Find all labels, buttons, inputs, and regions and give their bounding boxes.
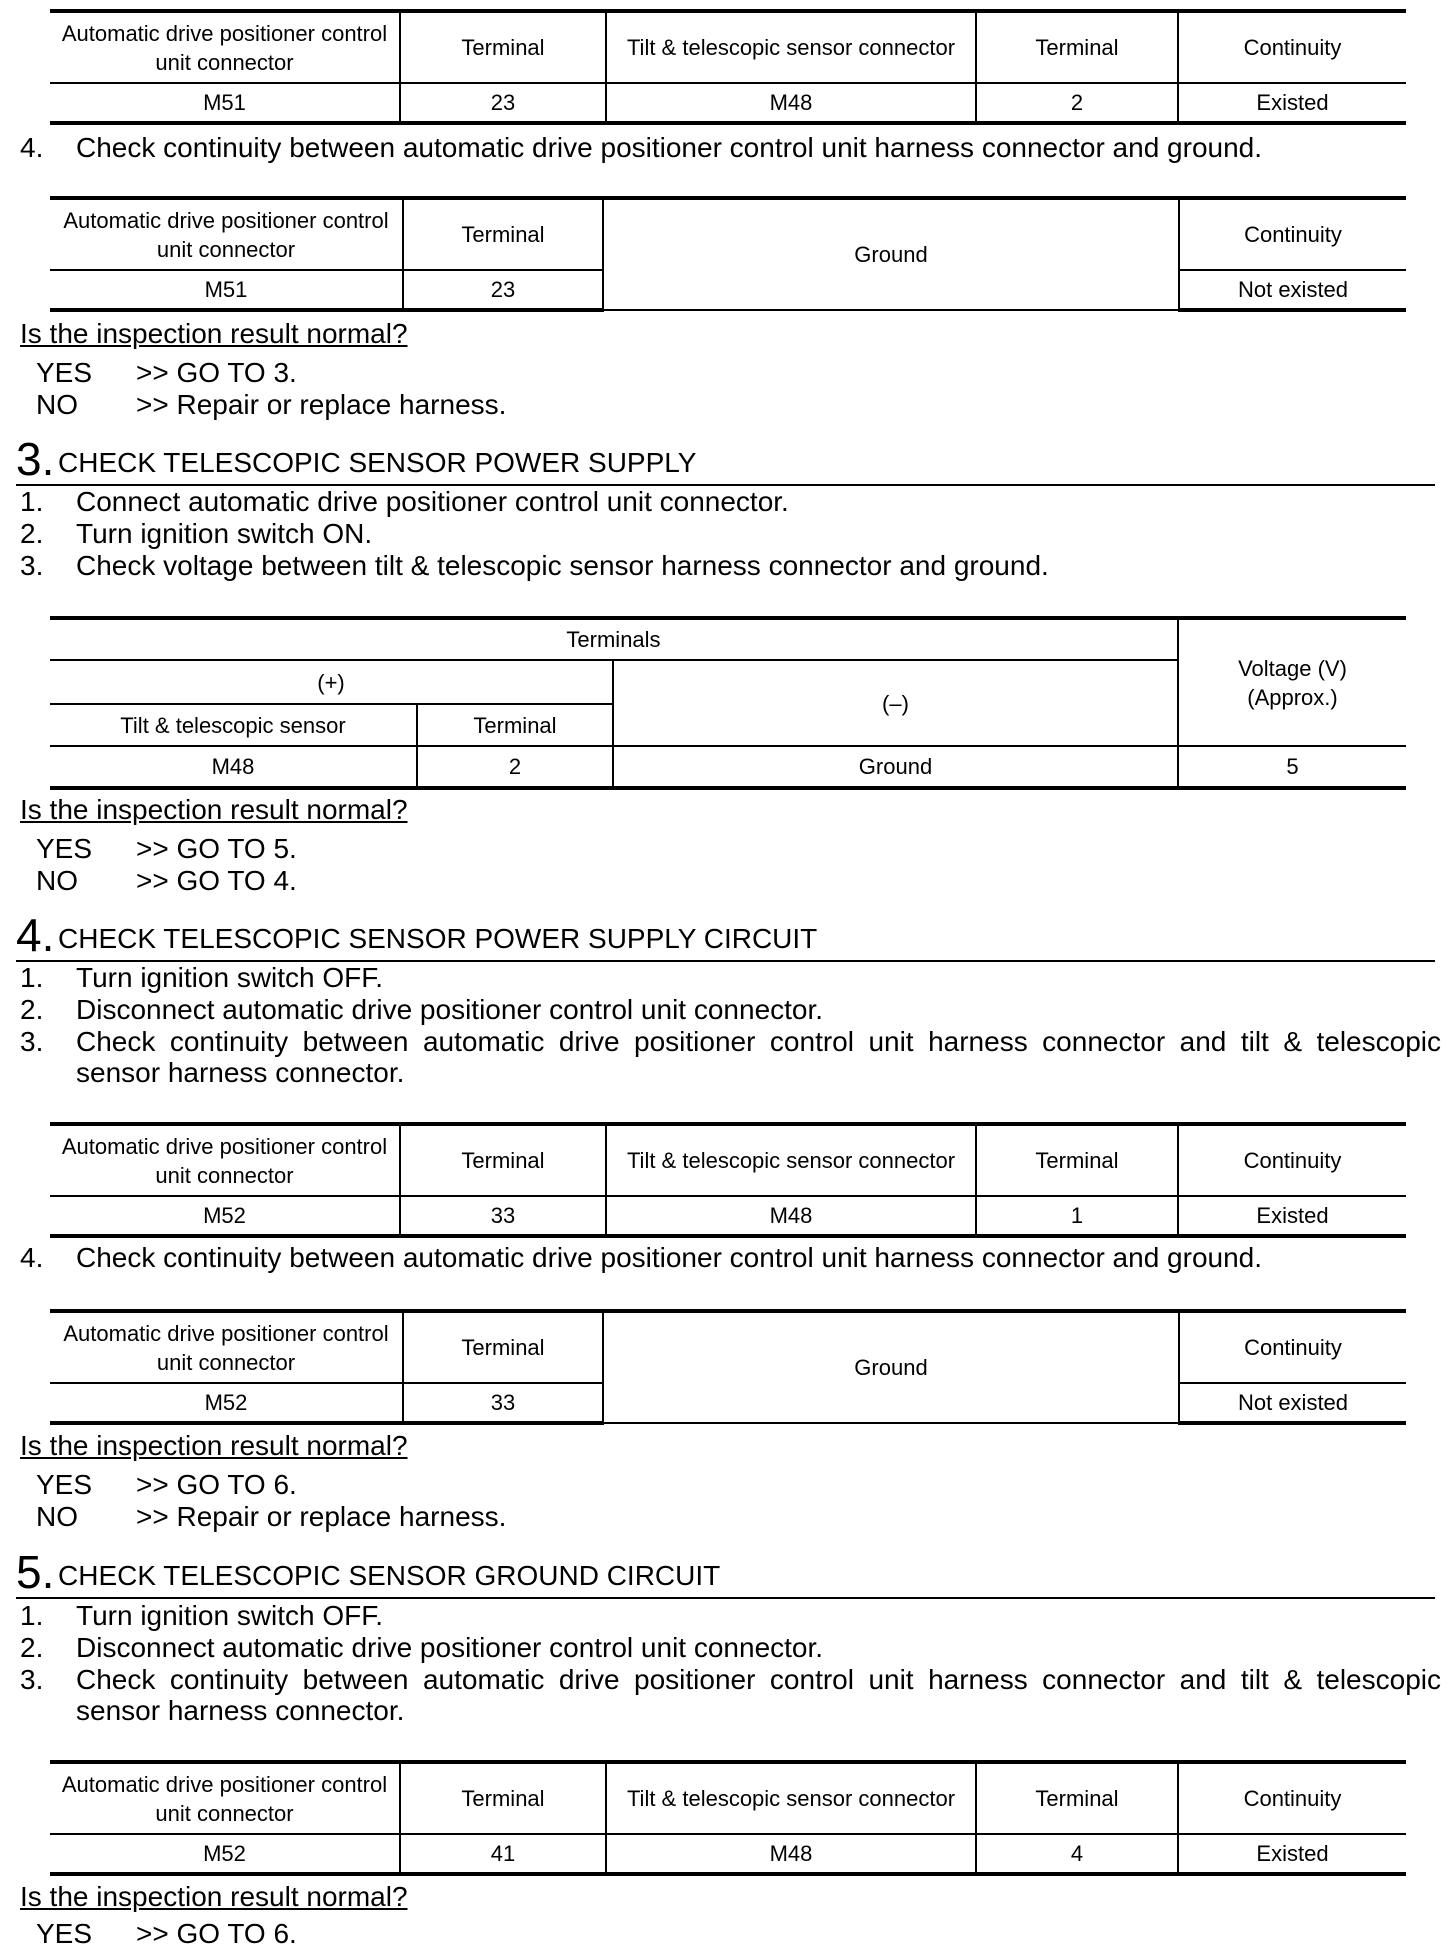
table-cell: M52	[50, 1383, 403, 1423]
col-header-continuity: Continuity	[1179, 1311, 1406, 1383]
section-heading-4	[16, 909, 1435, 962]
table-cell: M51	[50, 83, 400, 123]
approx-label: (Approx.)	[1247, 684, 1338, 710]
voltage-label: Voltage (V)	[1238, 655, 1347, 681]
step-text: Disconnect automatic drive positioner control unit connector.	[76, 994, 824, 1025]
answer-no	[36, 389, 506, 421]
step-text: Turn ignition switch ON.	[76, 518, 373, 549]
col-header-terminal: Terminal	[417, 704, 613, 746]
ground-cell: Ground	[603, 1311, 1179, 1423]
table-cell: M48	[606, 1834, 976, 1874]
no-label: NO	[36, 389, 78, 420]
voltage-header	[1178, 618, 1406, 746]
table-cell: 4	[976, 1834, 1178, 1874]
table-cell: Existed	[1178, 83, 1406, 123]
step-text: Check continuity between automatic drive positioner control unit harness connector and tilt & telescopic sensor harness connector.	[76, 1026, 1441, 1088]
col-header-terminal: Terminal	[976, 11, 1178, 83]
step-text: Disconnect automatic drive positioner control unit connector.	[76, 1632, 824, 1663]
yes-action: >> GO TO 3.	[136, 357, 297, 388]
section-title: CHECK TELESCOPIC SENSOR GROUND CIRCUIT	[58, 1560, 721, 1591]
inspection-question: Is the inspection result normal?	[20, 794, 408, 825]
step-text: Turn ignition switch OFF.	[76, 1600, 384, 1631]
step-number: 4.	[20, 132, 44, 163]
step-text: Check continuity between automatic drive positioner control unit harness connector and tilt & telescopic sensor harness connector.	[76, 1664, 1441, 1726]
minus-header: (–)	[613, 660, 1178, 746]
yes-action: >> GO TO 6.	[136, 1469, 297, 1500]
step-number: 3.	[20, 1026, 44, 1057]
step-number: 4.	[20, 1242, 44, 1273]
step-number: 2.	[20, 518, 44, 549]
step-number: 3.	[20, 550, 44, 581]
table-cell: M52	[50, 1196, 400, 1236]
section-heading-5	[16, 1546, 1435, 1599]
table-cell: 2	[417, 746, 613, 788]
answer-yes	[36, 833, 297, 865]
table-cell: 5	[1178, 746, 1406, 788]
table-cell: 1	[976, 1196, 1178, 1236]
col-header-sensor: Tilt & telescopic sensor	[50, 704, 417, 746]
col-header-sensor-connector: Tilt & telescopic sensor connector	[606, 11, 976, 83]
col-header-sensor-connector: Tilt & telescopic sensor connector	[606, 1762, 976, 1834]
answer-yes	[36, 1469, 297, 1501]
inspection-question: Is the inspection result normal?	[20, 318, 408, 349]
step-text: Check voltage between tilt & telescopic sensor harness connector and ground.	[76, 550, 1049, 581]
table-cell: Not existed	[1179, 270, 1406, 310]
col-header-terminal: Terminal	[400, 1124, 606, 1196]
yes-action: >> GO TO 6.	[136, 1918, 297, 1949]
ground-table-m51	[50, 196, 1406, 312]
continuity-table-m52-m48-33	[50, 1122, 1406, 1238]
col-header-terminal: Terminal	[403, 1311, 603, 1383]
table-cell: M52	[50, 1834, 400, 1874]
section-title: CHECK TELESCOPIC SENSOR POWER SUPPLY	[58, 447, 697, 478]
col-header-adp-connector: Automatic drive positioner control unit connector	[50, 1762, 400, 1834]
answer-no	[36, 1501, 506, 1533]
table-cell: 2	[976, 83, 1178, 123]
section-number: 4.	[16, 909, 55, 961]
no-label: NO	[36, 1501, 78, 1532]
ground-cell: Ground	[603, 198, 1179, 310]
table-cell: 23	[400, 83, 606, 123]
section-number: 3.	[16, 433, 55, 485]
col-header-adp-connector: Automatic drive positioner control unit connector	[50, 11, 400, 83]
col-header-terminal: Terminal	[976, 1762, 1178, 1834]
section-title: CHECK TELESCOPIC SENSOR POWER SUPPLY CIRCUIT	[58, 923, 818, 954]
step-text: Check continuity between automatic drive positioner control unit harness connector and ground.	[76, 132, 1263, 163]
table-cell: M48	[50, 746, 417, 788]
step-number: 2.	[20, 994, 44, 1025]
yes-label: YES	[36, 1918, 93, 1949]
table-cell: Not existed	[1179, 1383, 1406, 1423]
col-header-continuity: Continuity	[1178, 1124, 1406, 1196]
table-cell: Existed	[1178, 1196, 1406, 1236]
section-number: 5.	[16, 1546, 55, 1598]
table-cell: Existed	[1178, 1834, 1406, 1874]
table-cell: M48	[606, 1196, 976, 1236]
section-heading-3	[16, 433, 1435, 486]
col-header-continuity: Continuity	[1179, 198, 1406, 270]
col-header-adp-connector: Automatic drive positioner control unit connector	[50, 198, 403, 270]
col-header-adp-connector: Automatic drive positioner control unit connector	[50, 1124, 400, 1196]
col-header-adp-connector: Automatic drive positioner control unit connector	[50, 1311, 403, 1383]
step-number: 1.	[20, 486, 44, 517]
plus-header: (+)	[50, 660, 613, 704]
table-cell: M48	[606, 83, 976, 123]
no-action: >> Repair or replace harness.	[136, 1501, 507, 1532]
yes-label: YES	[36, 1469, 93, 1500]
answer-yes	[36, 357, 297, 389]
col-header-continuity: Continuity	[1178, 11, 1406, 83]
step-text: Check continuity between automatic drive positioner control unit harness connector and ground.	[76, 1242, 1263, 1273]
continuity-table-m52-m48-41	[50, 1760, 1406, 1876]
step-number: 1.	[20, 962, 44, 993]
table-cell: 33	[403, 1383, 603, 1423]
table-cell: 41	[400, 1834, 606, 1874]
table-cell: 23	[403, 270, 603, 310]
table-cell: M51	[50, 270, 403, 310]
step-number: 3.	[20, 1664, 44, 1695]
col-header-terminal: Terminal	[400, 1762, 606, 1834]
step-text: Turn ignition switch OFF.	[76, 962, 384, 993]
inspection-question: Is the inspection result normal?	[20, 1430, 408, 1461]
step-number: 1.	[20, 1600, 44, 1631]
col-header-continuity: Continuity	[1178, 1762, 1406, 1834]
no-action: >> Repair or replace harness.	[136, 389, 507, 420]
voltage-table	[50, 616, 1406, 790]
no-label: NO	[36, 865, 78, 896]
step-number: 2.	[20, 1632, 44, 1663]
answer-yes	[36, 1918, 297, 1950]
table-cell: 33	[400, 1196, 606, 1236]
answer-no	[36, 865, 297, 897]
col-header-terminal: Terminal	[976, 1124, 1178, 1196]
ground-table-m52	[50, 1309, 1406, 1425]
table-cell: Ground	[613, 746, 1178, 788]
no-action: >> GO TO 4.	[136, 865, 297, 896]
yes-label: YES	[36, 357, 93, 388]
step-text: Connect automatic drive positioner control unit connector.	[76, 486, 789, 517]
terminals-header: Terminals	[50, 618, 1178, 660]
col-header-terminal: Terminal	[403, 198, 603, 270]
col-header-terminal: Terminal	[400, 11, 606, 83]
yes-label: YES	[36, 833, 93, 864]
inspection-question: Is the inspection result normal?	[20, 1881, 408, 1912]
col-header-sensor-connector: Tilt & telescopic sensor connector	[606, 1124, 976, 1196]
yes-action: >> GO TO 5.	[136, 833, 297, 864]
continuity-table-m51-m48	[50, 9, 1406, 125]
